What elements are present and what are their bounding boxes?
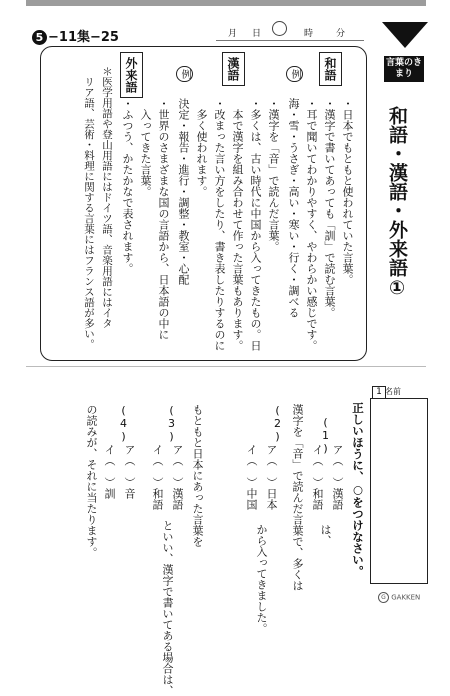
sheet-number [32,26,119,45]
kango-example-label: 例 [176,66,193,82]
q3-label: (3) [165,404,178,443]
gairaigo-line-2: 入ってきた言葉。 [139,98,152,197]
q3-text-after: といい、漢字で書いてある場合は、 [161,520,174,696]
q2-label: (2) [271,404,284,443]
kango-line-4: ・改まった言い方をしたり、書き表したりするのに [213,98,226,351]
q1-text: 漢字を「音」で読んだ言葉で、多くは [291,404,304,591]
q4-label: (4) [117,404,130,443]
date-time-line [216,24,364,41]
name-label: 名前 [385,387,401,396]
q1-text-tail: から入ってきました。 [255,524,268,634]
kango-line-5: 多く使われます。 [195,98,208,197]
q4-text-after: の読みが、それに当たります。 [85,404,98,558]
gairaigo-line-1: ・世界のさまざまな国の言語から、日本語の中に [157,98,170,340]
kango-line-2: ・多くは、古い時代に中国から入ってきたもの。日 [249,98,262,351]
q1-option-a[interactable]: ア（ ）漢語 [331,444,344,510]
kango-label: 漢語 [222,52,245,86]
gairaigo-line-3: ・ふつう、かたかなで表されます。 [121,98,134,274]
wago-line-2: ・漢字で書いてあっても「訓」で読む言葉。 [323,98,336,318]
wago-label: 和語 [319,52,342,86]
q1-option-b[interactable]: イ（ ）和語 [311,444,324,510]
publisher-name: GAKKEN [391,593,421,602]
wago-example-label: 例 [286,66,303,82]
time-hour: 時 [304,29,314,39]
kango-example: 決定・報告・進行・調整・教室・心配 [177,98,190,285]
section-divider [26,366,426,367]
q3-option-b[interactable]: イ（ ）和語 [151,444,164,510]
sheet-number-circle: 5 [32,30,47,45]
gairaigo-note-2: リア語、芸術・料理に関する言葉にはフランス語が多い。 [83,66,95,350]
date-month: 月 [228,29,238,39]
exercise-instruction: 正しいほうに、○をつけなさい。 [351,402,365,577]
publisher-mark-icon: G [378,592,389,603]
kango-line-1: ・漢字を「音」で読んだ言葉。 [267,98,280,252]
top-bar [26,0,426,6]
q1-label: (1) [319,416,332,455]
q1-text-after: は、 [319,524,332,546]
q1-option-c[interactable]: ア（ ）日本 [265,444,278,510]
title-arrow-icon [382,22,428,48]
clock-icon [272,21,287,36]
q3-text: もともと日本にあった言葉を [191,404,204,547]
q4-option-b[interactable]: イ（ ）訓 [103,444,116,499]
sheet-code: −11集−25 [48,30,119,45]
wago-line-3: ・耳で聞いてわかりやすく、やわらかい感じです。 [305,98,318,351]
q1-option-d[interactable]: イ（ ）中国 [245,444,258,510]
gairaigo-note-1: ＊医学用語や登山用語にはドイツ語、音楽用語にはイタ [101,66,113,329]
wago-example: 海・雪・うさぎ・高い・寒い・行く・調べる [287,98,300,318]
q3-option-a[interactable]: ア（ ）漢語 [171,444,184,510]
wago-line-1: ・日本でもともと使われていた言葉。 [341,98,354,285]
publisher-logo [378,592,420,603]
kango-line-3: 本で漢字を組み合わせて作った言葉もあります。 [231,98,244,351]
date-day: 日 [252,29,262,39]
main-title: 和語・漢語・外来語① [386,106,408,299]
q4-option-a[interactable]: ア（ ）音 [123,444,136,499]
gairaigo-label: 外来語 [120,52,143,98]
topic-tag: 言葉のきまり [384,56,424,82]
exercise-number: 1 [372,386,386,399]
time-minute: 分 [336,29,346,39]
name-box [370,398,428,584]
